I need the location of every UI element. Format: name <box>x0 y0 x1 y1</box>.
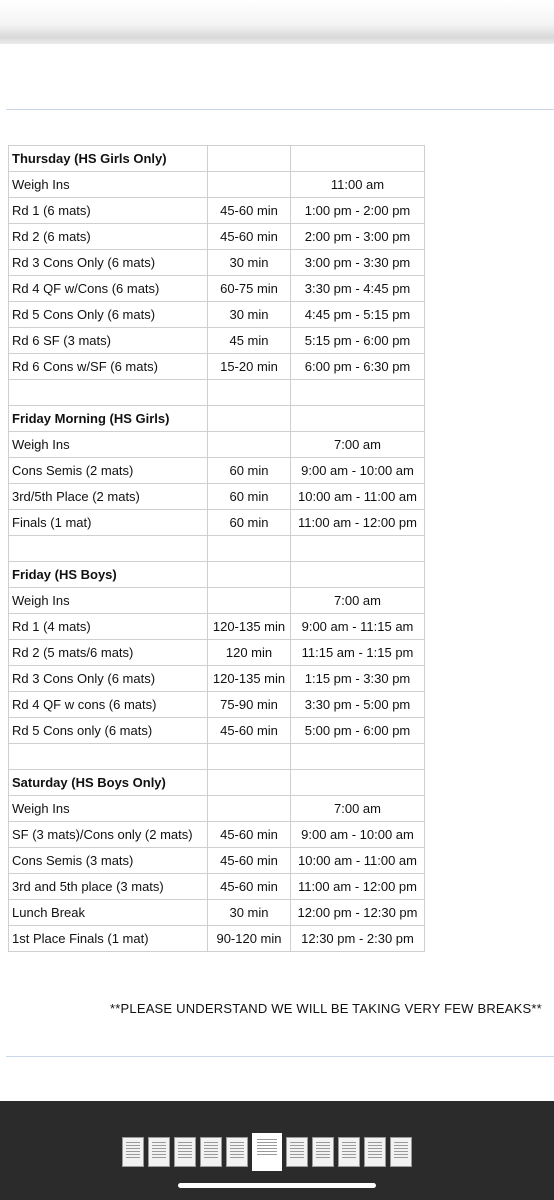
section-header-thursday: Thursday (HS Girls Only) <box>9 146 425 172</box>
page-thumbnail[interactable] <box>226 1137 248 1167</box>
page-thumbnail[interactable] <box>200 1137 222 1167</box>
table-row: Rd 2 (6 mats) 45-60 min 2:00 pm - 3:00 pm <box>9 224 425 250</box>
table-row: Weigh Ins 7:00 am <box>9 588 425 614</box>
table-row-spacer <box>9 744 425 770</box>
table-row: Finals (1 mat) 60 min 11:00 am - 12:00 pm <box>9 510 425 536</box>
table-row-spacer <box>9 380 425 406</box>
table-row: Rd 3 Cons Only (6 mats) 30 min 3:00 pm - 3:30 pm <box>9 250 425 276</box>
table-row: 1st Place Finals (1 mat) 90-120 min 12:30 pm - 2:30 pm <box>9 926 425 952</box>
home-indicator[interactable] <box>178 1183 376 1188</box>
table-row: 3rd/5th Place (2 mats) 60 min 10:00 am - 11:00 am <box>9 484 425 510</box>
table-row: Rd 2 (5 mats/6 mats) 120 min 11:15 am - 1:15 pm <box>9 640 425 666</box>
section-header-friday-morning: Friday Morning (HS Girls) <box>9 406 425 432</box>
page-divider-top <box>6 109 554 110</box>
page-thumbnail[interactable] <box>148 1137 170 1167</box>
page-thumbnail[interactable] <box>174 1137 196 1167</box>
page-thumbnail[interactable] <box>122 1137 144 1167</box>
table-row: Rd 5 Cons only (6 mats) 45-60 min 5:00 pm - 6:00 pm <box>9 718 425 744</box>
table-row: Rd 1 (6 mats) 45-60 min 1:00 pm - 2:00 pm <box>9 198 425 224</box>
schedule-table <box>8 145 425 952</box>
table-row: Weigh Ins 11:00 am <box>9 172 425 198</box>
table-row: SF (3 mats)/Cons only (2 mats) 45-60 min 9:00 am - 10:00 am <box>9 822 425 848</box>
section-header-saturday: Saturday (HS Boys Only) <box>9 770 425 796</box>
page-divider-bottom <box>6 1056 554 1057</box>
table-row: Lunch Break 30 min 12:00 pm - 12:30 pm <box>9 900 425 926</box>
table-row: Rd 6 Cons w/SF (6 mats) 15-20 min 6:00 pm - 6:30 pm <box>9 354 425 380</box>
table-row: Cons Semis (3 mats) 45-60 min 10:00 am - 11:00 am <box>9 848 425 874</box>
table-row: 3rd and 5th place (3 mats) 45-60 min 11:00 am - 12:00 pm <box>9 874 425 900</box>
section-header-friday: Friday (HS Boys) <box>9 562 425 588</box>
page-thumbnail[interactable] <box>286 1137 308 1167</box>
table-row: Rd 6 SF (3 mats) 45 min 5:15 pm - 6:00 pm <box>9 328 425 354</box>
table-row: Cons Semis (2 mats) 60 min 9:00 am - 10:00 am <box>9 458 425 484</box>
table-row: Rd 4 QF w cons (6 mats) 75-90 min 3:30 pm - 5:00 pm <box>9 692 425 718</box>
breaks-note: **PLEASE UNDERSTAND WE WILL BE TAKING VERY FEW BREAKS** <box>110 1001 542 1016</box>
page-thumbnail-current[interactable] <box>252 1133 282 1171</box>
page-thumbnail[interactable] <box>390 1137 412 1167</box>
table-row: Rd 4 QF w/Cons (6 mats) 60-75 min 3:30 pm - 4:45 pm <box>9 276 425 302</box>
table-row: Rd 3 Cons Only (6 mats) 120-135 min 1:15 pm - 3:30 pm <box>9 666 425 692</box>
table-row: Weigh Ins 7:00 am <box>9 796 425 822</box>
table-row: Rd 5 Cons Only (6 mats) 30 min 4:45 pm - 5:15 pm <box>9 302 425 328</box>
page-thumbnails <box>122 1134 412 1170</box>
table-row: Weigh Ins 7:00 am <box>9 432 425 458</box>
table-row-spacer <box>9 536 425 562</box>
top-toolbar <box>0 0 554 44</box>
page-thumbnail[interactable] <box>312 1137 334 1167</box>
table-row: Rd 1 (4 mats) 120-135 min 9:00 am - 11:15 am <box>9 614 425 640</box>
page-thumbnail[interactable] <box>364 1137 386 1167</box>
page-thumbnail[interactable] <box>338 1137 360 1167</box>
